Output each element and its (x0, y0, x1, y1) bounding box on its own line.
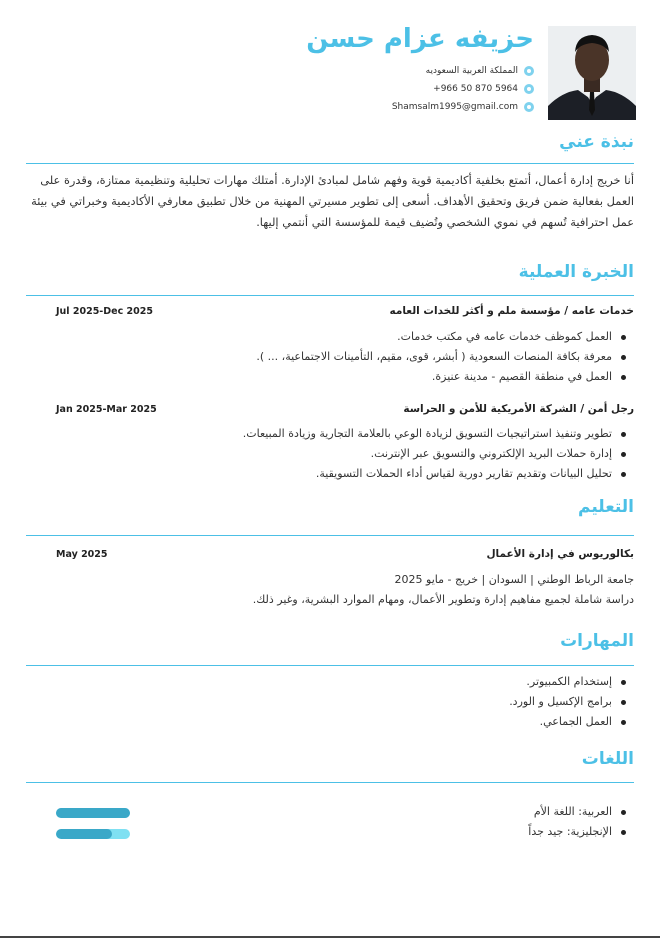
skills-list (509, 672, 634, 732)
location-pin-icon (524, 66, 534, 76)
about-title: نبذة عني (559, 132, 634, 152)
about-text: أنا خريج إدارة أعمال، أتمتع بخلفية أكاديمية قوية وفهم شامل لمبادئ الإدارة. أمتلك مهارات تحليلية وتنظيمية ممتازة، وقدرة على العمل بفعالية ضمن فريق وتحقيق الأهداف. أسعى إلى تطوير مسيرتي المهنية من خلال تطبيق معارفي الأكاديمية وخبراتي في بيئة عمل احترافية تُسهم في نموي الشخصي وتُضيف قيمة للمؤسسة التي أنتمي إليها. (31, 173, 634, 229)
email-icon (524, 102, 534, 112)
email-row (392, 102, 534, 112)
list-item: تحليل البيانات وتقديم تقارير دورية لقياس أداء الحملات التسويقية. (243, 464, 634, 484)
job-title-2: رجل أمن / الشركة الأمريكية للأمن و الحراسة (403, 403, 634, 415)
list-item: برامج الإكسيل و الورد. (509, 692, 634, 712)
candidate-name: حزيفه عزام حسن (306, 24, 534, 54)
job-bullets-2 (243, 424, 634, 484)
skills-divider (26, 665, 634, 666)
education-line-2: دراسة شاملة لجميع مفاهيم إدارة وتطوير الأعمال، ومهام الموارد البشرية، وغير ذلك. (252, 593, 634, 606)
profile-photo (548, 26, 636, 120)
location-text: المملكة العربية السعوديه (425, 66, 518, 76)
email-text[interactable]: Shamsalm1995@gmail.com (391, 102, 518, 112)
list-item: إستخدام الكمبيوتر. (509, 672, 634, 692)
experience-divider (26, 295, 634, 296)
skills-title: المهارات (560, 631, 634, 651)
languages-title: اللغات (581, 749, 634, 769)
list-item: العمل كموظف خدمات عامه في مكتب خدمات. (256, 327, 634, 347)
list-item: تطوير وتنفيذ استراتيجيات التسويق لزيادة الوعي بالعلامة التجارية وزيادة المبيعات. (243, 424, 634, 444)
job-date-2: Jan 2025-Mar 2025 (56, 404, 157, 415)
education-line-1: جامعة الرباط الوطني | السودان | خريج - مايو 2025 (394, 573, 634, 586)
language-level-fill (56, 829, 112, 839)
languages-list (528, 802, 634, 842)
phone-text: +966 50 870 5964 (433, 84, 518, 94)
degree-date: May 2025 (56, 549, 108, 560)
location-row (426, 66, 534, 76)
phone-icon (524, 84, 534, 94)
education-title: التعليم (578, 497, 634, 517)
degree-title: بكالوريوس في إدارة الأعمال (486, 548, 634, 560)
list-item: إدارة حملات البريد الإلكتروني والتسويق عبر الإنترنت. (243, 444, 634, 464)
phone-row (433, 84, 534, 94)
languages-divider (26, 782, 634, 783)
job-date-1: Jul 2025-Dec 2025 (56, 306, 153, 317)
list-item: العربية: اللغة الأم (528, 802, 634, 822)
job-title-1: خدمات عامه / مؤسسة ملم و أكثر للخدات العامه (389, 305, 634, 317)
education-divider (26, 535, 634, 536)
language-level-fill (56, 808, 130, 818)
list-item: الإنجليزية: جيد جداً (528, 822, 634, 842)
list-item: العمل في منطقة القصيم - مدينة عنيزة. (256, 367, 634, 387)
list-item: معرفة بكافة المنصات السعودية ( أبشر، قوى، مقيم، التأمينات الاجتماعية، ... ). (256, 347, 634, 367)
language-level-bar-1 (56, 808, 130, 818)
language-level-bar-2 (56, 829, 130, 839)
list-item: العمل الجماعي. (509, 712, 634, 732)
about-divider (26, 163, 634, 164)
experience-title: الخبرة العملية (518, 262, 634, 282)
job-bullets-1 (256, 327, 634, 387)
